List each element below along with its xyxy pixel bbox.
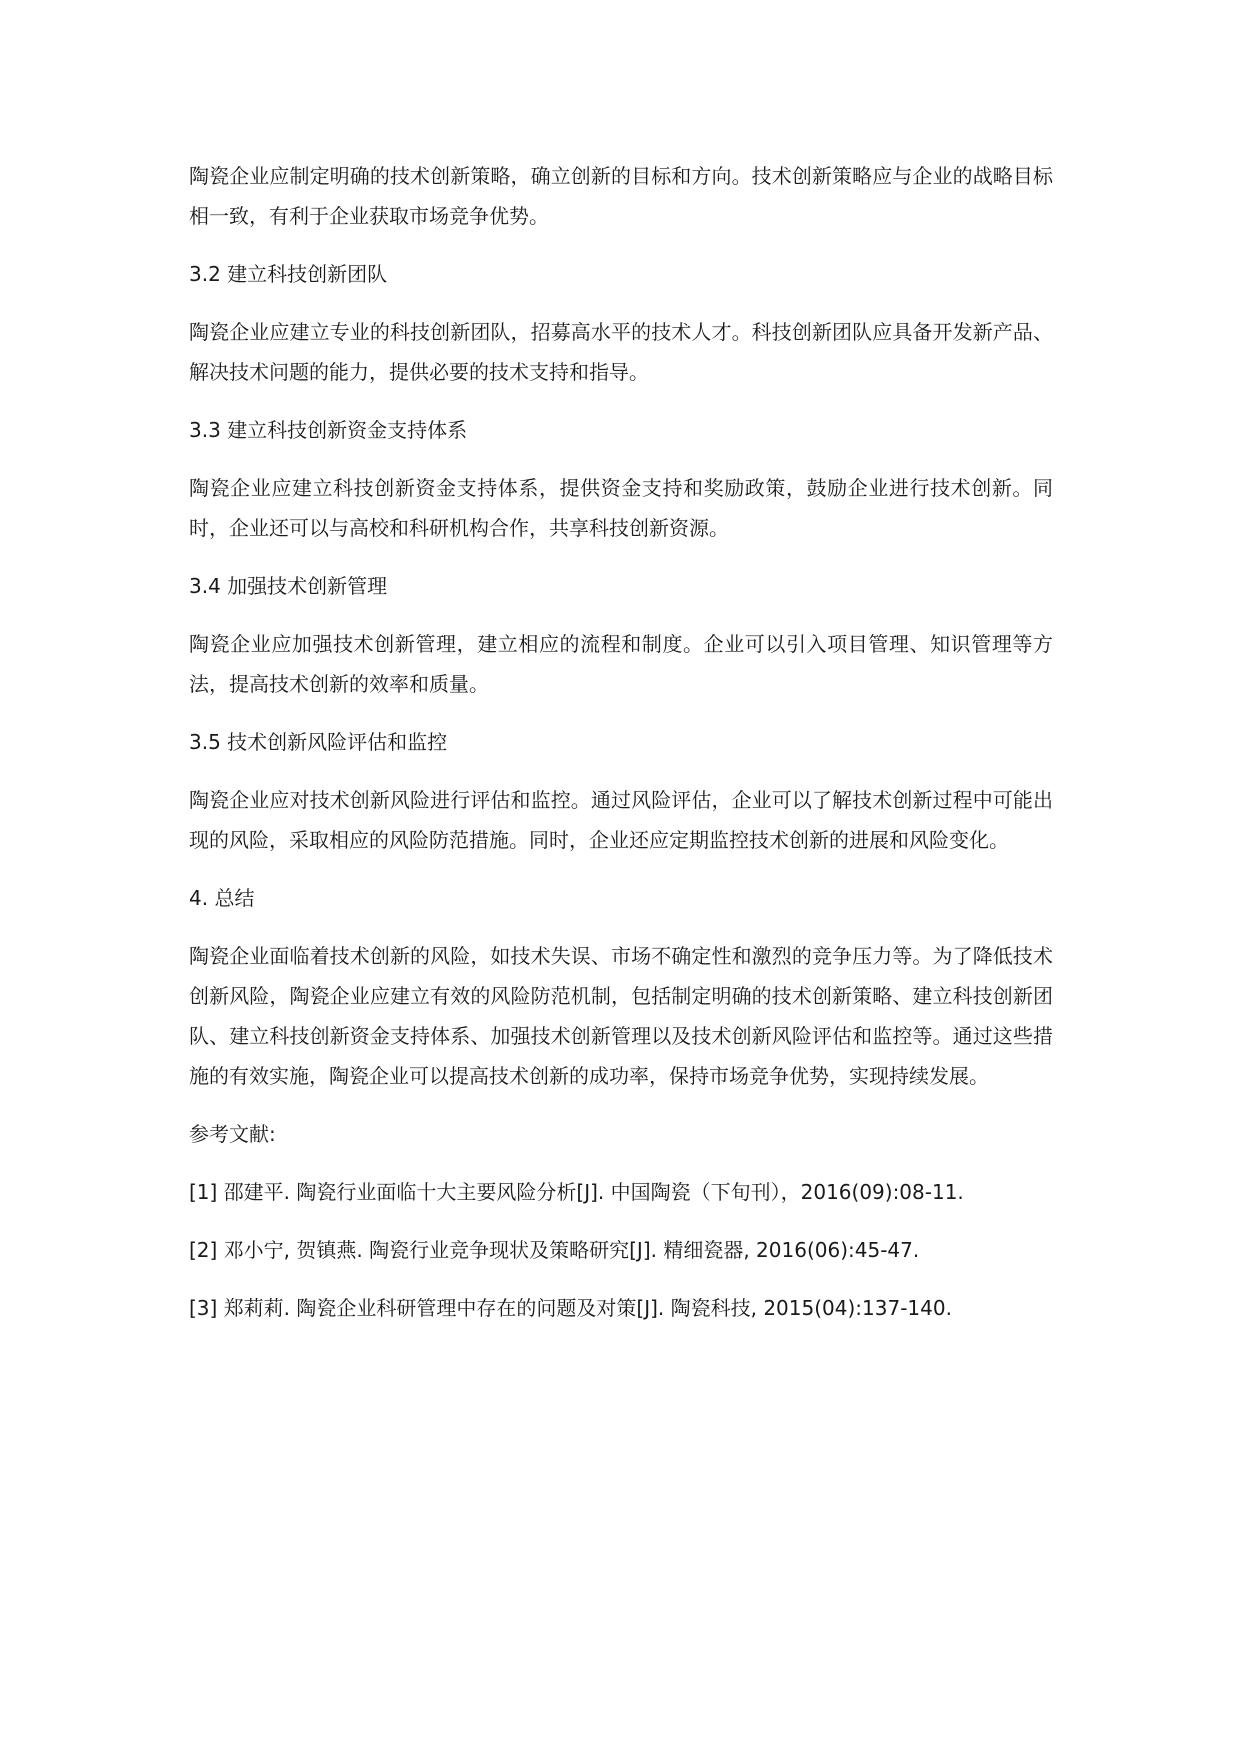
- heading-3-4: 3.4 加强技术创新管理: [189, 574, 388, 598]
- heading-3-5: 3.5 技术创新风险评估和监控: [189, 730, 448, 754]
- paragraph-innovation-management: 陶瓷企业应加强技术创新管理，建立相应的流程和制度。企业可以引入项目管理、知识管理等方法，提高技术创新的效率和质量。: [189, 632, 1053, 696]
- heading-4-summary: 4. 总结: [189, 886, 255, 910]
- paragraph-summary: 陶瓷企业面临着技术创新的风险，如技术失误、市场不确定性和激烈的竞争压力等。为了降低技术创新风险，陶瓷企业应建立有效的风险防范机制，包括制定明确的技术创新策略、建立科技创新团队、建立科技创新资金支持体系、加强技术创新管理以及技术创新风险评估和监控等。通过这些措施的有效实施，陶瓷企业可以提高技术创新的成功率，保持市场竞争优势，实现持续发展。: [189, 944, 1053, 1088]
- reference-item: [1] 邵建平. 陶瓷行业面临十大主要风险分析[J]. 中国陶瓷（下旬刊），2016(09):08-11.: [189, 1180, 964, 1204]
- paragraph-risk-assessment: 陶瓷企业应对技术创新风险进行评估和监控。通过风险评估，企业可以了解技术创新过程中可能出现的风险，采取相应的风险防范措施。同时，企业还应定期监控技术创新的进展和风险变化。: [189, 788, 1053, 852]
- paragraph-innovation-team: 陶瓷企业应建立专业的科技创新团队，招募高水平的技术人才。科技创新团队应具备开发新产品、解决技术问题的能力，提供必要的技术支持和指导。: [189, 320, 1053, 384]
- reference-item: [2] 邓小宁, 贺镇燕. 陶瓷行业竞争现状及策略研究[J]. 精细瓷器, 2016(06):45-47.: [189, 1238, 920, 1262]
- reference-item: [3] 郑莉莉. 陶瓷企业科研管理中存在的问题及对策[J]. 陶瓷科技, 2015(04):137-140.: [189, 1296, 952, 1320]
- paragraph-funding-system: 陶瓷企业应建立科技创新资金支持体系，提供资金支持和奖励政策，鼓励企业进行技术创新。同时，企业还可以与高校和科研机构合作，共享科技创新资源。: [189, 476, 1053, 540]
- heading-3-2: 3.2 建立科技创新团队: [189, 262, 388, 286]
- heading-3-3: 3.3 建立科技创新资金支持体系: [189, 418, 468, 442]
- document-body: [189, 156, 1053, 1346]
- heading-references: 参考文献:: [189, 1122, 276, 1146]
- paragraph-innovation-strategy: 陶瓷企业应制定明确的技术创新策略，确立创新的目标和方向。技术创新策略应与企业的战略目标相一致，有利于企业获取市场竞争优势。: [189, 164, 1053, 228]
